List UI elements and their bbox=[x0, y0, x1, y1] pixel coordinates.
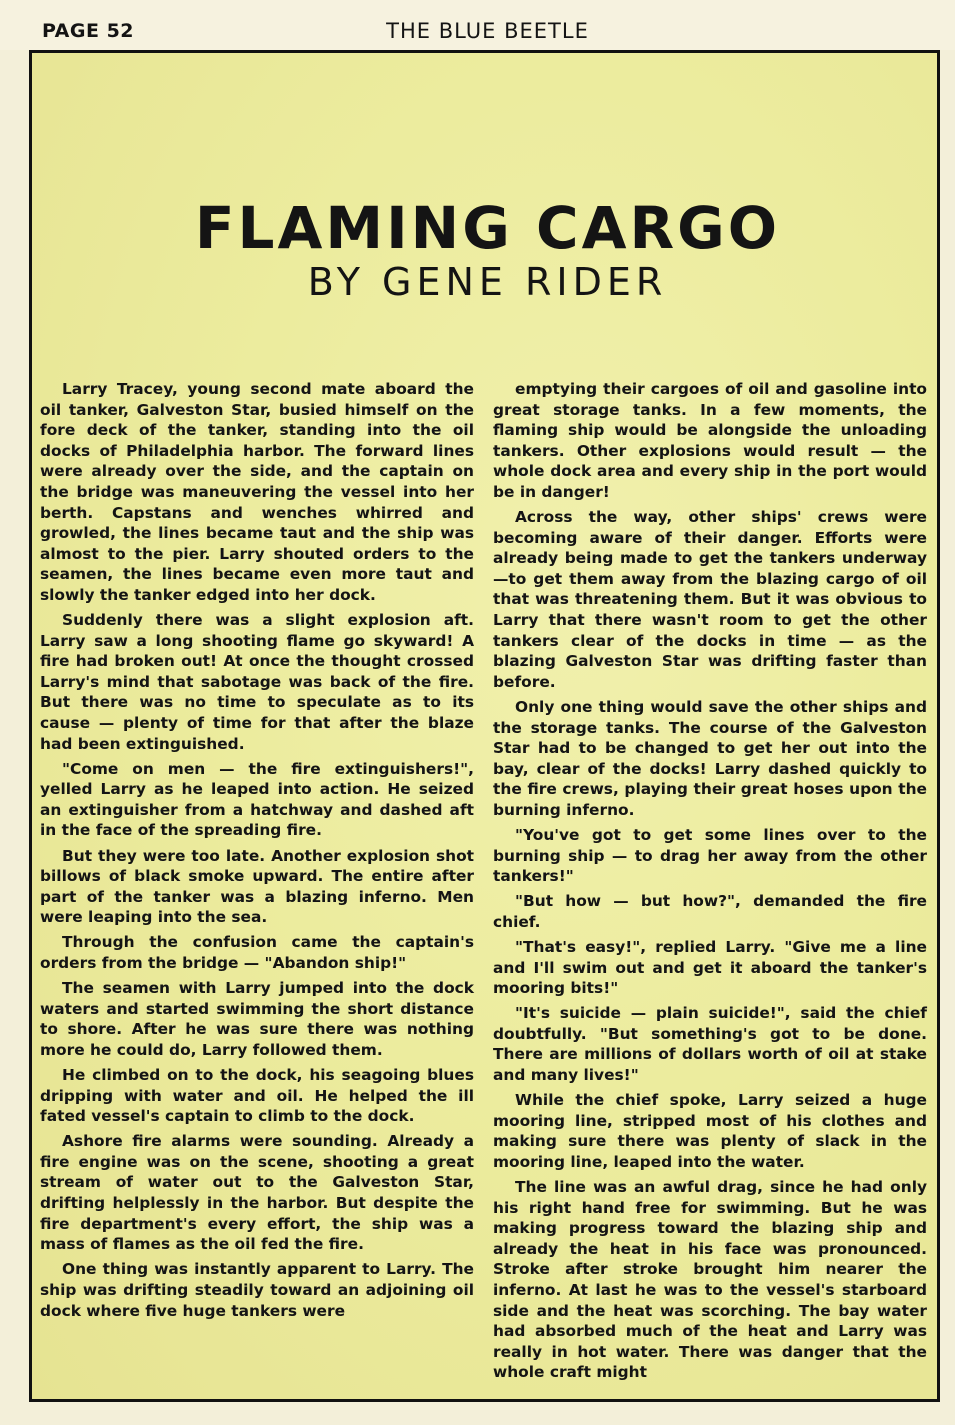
paragraph: Only one thing would save the other ships and the storage tanks. The course of the Galveston Star had to be changed to get her out into the bay, clear of the docks! Larry dashed quickly to the fire crews, playing their great hoses upon the burning inferno. bbox=[493, 697, 927, 819]
paragraph: "Come on men — the fire extinguishers!", yelled Larry as he leaped into action. He seized an extinguisher from a hatchway and dashed aft in the face of the spreading fire. bbox=[40, 759, 474, 840]
paragraph: Across the way, other ships' crews were becoming aware of their danger. Efforts were already being made to get the tankers underway—to get them away from the blazing cargo of oil that was threatening them. But it was obvious to Larry that there wasn't room to get the other tankers clear of the docks in time — as the blazing Galveston Star was drifting faster than before. bbox=[493, 508, 927, 691]
paragraph: One thing was instantly apparent to Larry. The ship was drifting steadily toward an adjoining oil dock where five huge tankers were bbox=[40, 1260, 474, 1320]
paragraph: The seamen with Larry jumped into the dock waters and started swimming the short distance to shore. After he was sure there was nothing more he could do, Larry followed them. bbox=[40, 979, 474, 1059]
text-column-left bbox=[40, 379, 474, 1326]
page-number: PAGE 52 bbox=[42, 20, 135, 42]
story-panel bbox=[29, 50, 940, 1402]
magazine-title: THE BLUE BEETLE bbox=[386, 19, 589, 43]
paragraph: Suddenly there was a slight explosion aft. Larry saw a long shooting flame go skyward! A fire had broken out! At once the thought crossed Larry's mind that sabotage was back of the fire. But there was no time to speculate as to its cause — plenty of time for that after the blaze had been extinguished. bbox=[40, 611, 474, 753]
paragraph: He climbed on to the dock, his seagoing blues dripping with water and oil. He helped the ill fated vessel's captain to climb to the dock. bbox=[40, 1066, 474, 1126]
story-byline: BY GENE RIDER bbox=[307, 260, 668, 304]
paragraph: emptying their cargoes of oil and gasoline into great storage tanks. In a few moments, the flaming ship would be alongside the unloading tankers. Other explosions would result — the whole dock area and every ship in the port would be in danger! bbox=[493, 380, 927, 501]
paragraph: While the chief spoke, Larry seized a huge mooring line, stripped most of his clothes and making sure there was plenty of slack in the mooring line, leaped into the water. bbox=[493, 1091, 927, 1171]
paragraph: Through the confusion came the captain's orders from the bridge — "Abandon ship!" bbox=[40, 933, 474, 973]
story-title: FLAMING CARGO bbox=[194, 194, 781, 262]
text-column-right bbox=[493, 379, 927, 1387]
page-header bbox=[0, 0, 955, 50]
paragraph: The line was an awful drag, since he had only his right hand free for swimming. But he was making progress toward the blazing ship and already the heat in his face was pronounced. Stroke after stroke brought him nearer the inferno. At last he was to the vessel's starboard side and the heat was scorching. The bay water had absorbed much of the heat and Larry was really in hot water. There was danger that the whole craft might bbox=[493, 1177, 927, 1382]
paragraph: "But how — but how?", demanded the fire chief. bbox=[493, 892, 927, 931]
paragraph: But they were too late. Another explosion shot billows of black smoke upward. The entire after part of the tanker was a blazing inferno. Men were leaping into the sea. bbox=[40, 846, 474, 927]
paragraph: "That's easy!", replied Larry. "Give me a line and I'll swim out and get it aboard the tanker's mooring bits!" bbox=[493, 937, 927, 998]
paragraph: "It's suicide — plain suicide!", said the chief doubtfully. "But something's got to be done. There are millions of dollars worth of oil at stake and many lives!" bbox=[493, 1004, 927, 1084]
paragraph: Ashore fire alarms were sounding. Already a fire engine was on the scene, shooting a great stream of water out to the Galveston Star, drifting helplessly in the harbor. But despite the fire department's every effort, the ship was a mass of flames as the oil fed the fire. bbox=[40, 1132, 474, 1254]
paragraph: "You've got to get some lines over to the burning ship — to drag her away from the other tankers!" bbox=[493, 825, 927, 886]
paragraph: Larry Tracey, young second mate aboard the oil tanker, Galveston Star, busied himself on the fore deck of the tanker, standing into the oil docks of Philadelphia harbor. The forward lines were already over the side, and the captain on the bridge was maneuvering the vessel into her berth. Capstans and wenches whirred and growled, the lines became taut and the ship was almost to the pier. Larry shouted orders to the seamen, the lines became even more taut and slowly the tanker edged into her dock. bbox=[40, 380, 474, 604]
